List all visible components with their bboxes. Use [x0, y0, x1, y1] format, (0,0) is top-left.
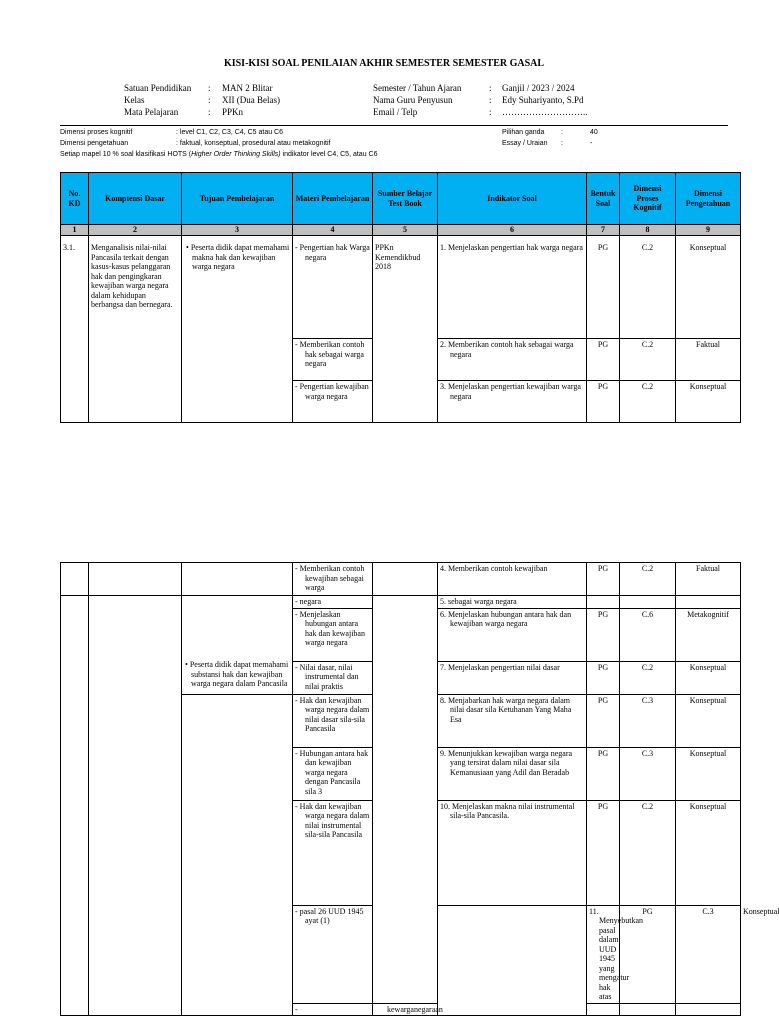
dimensi-proses-value: : level C1, C2, C3, C4, C5 atau C6: [176, 129, 283, 136]
bentuk-soal: [587, 1003, 620, 1016]
indikator-text: 8. Menjabarkan hak warga negara dalam nilai dasar sila Ketuhanan Yang Maha Esa: [440, 695, 572, 724]
column-number: 3: [182, 225, 293, 236]
tujuan-pembelajaran: [182, 694, 293, 1016]
materi-cell: - Hubungan antara hak dan kewajiban warga negara dengan Pancasila sila 3: [293, 747, 373, 800]
indikator-cell: [587, 905, 643, 1003]
info-row: Satuan Pendidikan : MAN 2 Blitar: [124, 83, 273, 93]
info-value: XII (Dua Belas): [222, 95, 280, 105]
pg-label: Pilihan ganda: [502, 129, 545, 136]
info-value: MAN 2 Blitar: [222, 83, 273, 93]
kompetensi-dasar: Menganalisis nilai-nilai Pancasila terkait dengan kasus-kasus pelanggaran hak dan pengingkaran kewajiban warga negara dalam kehidupan berbangsa dan bernegara.: [89, 236, 182, 423]
materi-text: negara: [299, 597, 321, 606]
info-label: Nama Guru Penyusun: [373, 95, 453, 105]
column-number: 9: [676, 225, 741, 236]
bentuk-soal: PG: [587, 339, 620, 381]
indikator-cell: [438, 236, 587, 339]
col-header: Sumber Belajar Test Book: [373, 173, 438, 225]
kd-number: 3.1.: [61, 236, 89, 423]
dimensi-proses-label: Dimensi proses kognitif: [60, 129, 133, 136]
info-row: Email / Telp : ………………………..: [373, 107, 588, 117]
header-divider: [60, 125, 728, 126]
dimensi-pengetahuan-label: Dimensi pengetahuan: [60, 140, 129, 147]
indikator-text: 1. Menjelaskan pengertian hak warga negara: [440, 243, 583, 252]
column-number: 4: [293, 225, 373, 236]
indikator-cell: [438, 608, 587, 661]
header-row: [61, 173, 741, 225]
column-number: 1: [61, 225, 89, 236]
column-number: 7: [587, 225, 620, 236]
dimensi-pengetahuan: [676, 596, 741, 609]
column-number: 5: [373, 225, 438, 236]
col-header: Tujuan Pembelajaran: [182, 173, 293, 225]
indikator-text: 4. Memberikan contoh kewajiban: [440, 564, 548, 573]
materi-cell: - Menjelaskan hubungan antara hak dan kewajiban warga negara: [293, 608, 373, 661]
colon: :: [561, 140, 563, 147]
materi-cell: - Hak dan kewajiban warga negara dalam nilai dasar sila-sila Pancasila: [293, 694, 373, 747]
indikator-cell: [438, 563, 587, 596]
materi-cell: - Memberikan contoh hak sebagai warga negara: [293, 339, 373, 381]
materi-cell: - negara: [293, 596, 373, 609]
dimensi-pengetahuan: Metakognitif: [676, 608, 741, 661]
info-value: Ganjil / 2023 / 2024: [502, 83, 575, 93]
dimensi-proses: C.2: [620, 800, 676, 905]
hots-emphasis: Higher Order Thinking Skills): [191, 151, 281, 158]
colon: :: [561, 129, 563, 136]
column-number-row: [61, 225, 741, 236]
indikator-cell: [438, 747, 587, 800]
info-row: Kelas : XII (Dua Belas): [124, 95, 280, 105]
materi-cell: - Memberikan contoh kewajiban sebagai warga: [293, 563, 373, 596]
kisi-table-1: [60, 172, 741, 423]
indikator-cell: [438, 661, 587, 694]
bentuk-soal: PG: [587, 661, 620, 694]
info-label: Mata Pelajaran: [124, 107, 179, 117]
kompetensi-dasar: [89, 563, 182, 596]
dimensi-pengetahuan: Konseptual: [676, 381, 741, 423]
pg-value: 40: [590, 129, 598, 136]
col-header: No. KD: [61, 173, 89, 225]
materi-text: Nilai dasar, nilai instrumental dan nilai praktis: [299, 662, 359, 691]
kompetensi-dasar: [89, 596, 182, 1016]
sumber-belajar: PPKn Kemendikbud 2018: [373, 236, 438, 423]
materi-cell: - Nilai dasar, nilai instrumental dan nilai praktis: [293, 661, 373, 694]
indikator-text: 10. Menjelaskan makna nilai instrumental sila-sila Pancasila.: [440, 801, 575, 820]
indikator-text: 3. Menjelaskan pengertian kewajiban warga negara: [440, 382, 581, 401]
indikator-text: 9. Menunjukkan kewajiban warga negara yang tersirat dalam nilai dasar sila Kemanusiaan yang Adil dan Beradab: [440, 748, 573, 777]
kd-number: [61, 563, 89, 596]
materi-text: Memberikan contoh kewajiban sebagai warga: [299, 564, 365, 592]
info-label: Semester / Tahun Ajaran: [373, 83, 462, 93]
table-row: [61, 563, 741, 596]
hots-note: [60, 151, 377, 158]
materi-cell: - pasal 26 UUD 1945 ayat (1): [293, 905, 373, 1003]
hots-text: Setiap mapel 10 % soal klasifikasi HOTS (: [60, 151, 192, 158]
kisi-table-2: [60, 562, 779, 1016]
col-header: Dimensi Pengetahuan: [676, 173, 741, 225]
dimensi-pengetahuan: Konseptual: [676, 236, 741, 339]
info-value: PPKn: [222, 107, 244, 117]
indikator-cell: [438, 381, 587, 423]
indikator-text: 2. Memberikan contoh hak sebagai warga negara: [440, 340, 574, 359]
indikator-text: 7. Menjelaskan pengertian nilai dasar: [440, 662, 560, 672]
sumber-belajar: [373, 563, 438, 596]
column-number: 6: [438, 225, 587, 236]
sumber-belajar: [438, 905, 587, 1016]
bentuk-soal: PG: [587, 381, 620, 423]
bentuk-soal: PG: [587, 694, 620, 747]
materi-cell: - Hak dan kewajiban warga negara dalam nilai instrumental sila-sila Pancasila: [293, 800, 373, 905]
materi-text: Menjelaskan hubungan antara hak dan kewajiban warga negara: [299, 609, 365, 647]
indikator-cell: [438, 800, 587, 905]
essay-label: Essay / Uraian: [502, 140, 548, 147]
materi-text: Hak dan kewajiban warga negara dalam nilai instrumental sila-sila Pancasila: [299, 801, 370, 839]
materi-cell: - Pengertian hak Warga negara: [293, 236, 373, 339]
dimensi-pengetahuan: Konseptual: [676, 694, 741, 747]
bentuk-soal: PG: [620, 905, 676, 1003]
indikator-text: 11. Menyebutkan pasal dalam UUD 1945 yang mengatur hak atas: [589, 906, 643, 1001]
bentuk-soal: PG: [587, 747, 620, 800]
bentuk-soal: PG: [587, 608, 620, 661]
info-row: Mata Pelajaran : PPKn: [124, 107, 244, 117]
tujuan-text: Peserta didik dapat memahami makna hak dan kewajiban warga negara: [190, 243, 290, 271]
document-title: KISI-KISI SOAL PENILAIAN AKHIR SEMESTER SEMESTER GASAL: [223, 58, 545, 69]
dimensi-pengetahuan: Konseptual: [676, 661, 741, 694]
info-row: Semester / Tahun Ajaran : Ganjil / 2023 / 2024: [373, 83, 575, 93]
table-row: [61, 236, 741, 339]
indikator-text: 5. sebagai warga negara: [440, 597, 517, 606]
info-label: Email / Telp: [373, 107, 418, 117]
info-value: ………………………..: [502, 107, 588, 117]
col-header: Dimensi Proses Kognitif: [620, 173, 676, 225]
dimensi-proses: C.2: [620, 236, 676, 339]
dimensi-proses: C.3: [676, 905, 741, 1003]
bentuk-soal: PG: [587, 236, 620, 339]
col-header: Bentuk Soal: [587, 173, 620, 225]
table-row: - pasal 26 UUD 1945 ayat (1) 11. Menyebutkan pasal dalam UUD 1945 yang mengatur hak atas PG C.3 Konseptual: [61, 905, 741, 1003]
sumber-belajar: [373, 596, 438, 1004]
dimensi-pengetahuan: Konseptual: [676, 800, 741, 905]
tujuan-item: • Peserta didik dapat memahami substansi hak dan kewajiban warga negara dalam Pancasila: [185, 660, 289, 688]
dimensi-proses: [620, 596, 676, 609]
materi-text: Memberikan contoh hak sebagai warga negara: [299, 340, 365, 368]
materi-text: Hubungan antara hak dan kewajiban warga negara dengan Pancasila sila 3: [299, 748, 369, 796]
materi-text: Pengertian hak Warga negara: [299, 243, 370, 262]
indikator-cell: [438, 596, 587, 609]
kd-number: [61, 596, 89, 1016]
tujuan-pembelajaran: [182, 236, 293, 423]
materi-text: Hak dan kewajiban warga negara dalam nilai dasar sila-sila Pancasila: [299, 695, 370, 733]
dimensi-proses: C.6: [620, 608, 676, 661]
dimensi-proses: C.3: [620, 747, 676, 800]
dimensi-pengetahuan: Faktual: [676, 339, 741, 381]
col-header: Materi Pembelajaran: [293, 173, 373, 225]
tujuan-item: • Peserta didik dapat memahami makna hak dan kewajiban warga negara: [186, 243, 290, 271]
dimensi-pengetahuan: [676, 1003, 741, 1016]
tujuan-text: Peserta didik dapat memahami substansi hak dan kewajiban warga negara dalam Pancasila: [189, 660, 289, 688]
dimensi-proses: [620, 1003, 676, 1016]
materi-text: pasal 26 UUD 1945 ayat (1): [299, 906, 364, 925]
materi-text: Pengertian kewajiban warga negara: [299, 382, 369, 401]
hots-text: indikator level C4, C5, atau C6: [280, 151, 378, 158]
info-label: Satuan Pendidikan: [124, 83, 192, 93]
dimensi-proses: C.2: [620, 661, 676, 694]
col-header: Indikator Soal: [438, 173, 587, 225]
tujuan-pembelajaran: [182, 563, 293, 596]
dimensi-proses: C.2: [620, 381, 676, 423]
dimensi-pengetahuan: Faktual: [676, 563, 741, 596]
materi-cell: - Pengertian kewajiban warga negara: [293, 381, 373, 423]
info-row: Nama Guru Penyusun : Edy Suhariyanto, S.Pd: [373, 95, 584, 105]
indikator-cell: [438, 694, 587, 747]
indikator-cell: kewarganegaraan: [373, 1003, 438, 1016]
column-number: 8: [620, 225, 676, 236]
indikator-cell: [438, 339, 587, 381]
dimensi-proses: C.3: [620, 694, 676, 747]
info-value: Edy Suhariyanto, S.Pd: [502, 95, 584, 105]
bentuk-soal: [587, 596, 620, 609]
table-row: [61, 596, 741, 609]
dimensi-pengetahuan: Konseptual: [676, 747, 741, 800]
dimensi-proses: C.2: [620, 563, 676, 596]
info-right: [373, 82, 588, 118]
info-label: Kelas: [124, 95, 145, 105]
materi-cell: -: [293, 1003, 373, 1016]
col-header: Komptensi Dasar: [89, 173, 182, 225]
bentuk-soal: PG: [587, 800, 620, 905]
bentuk-soal: PG: [587, 563, 620, 596]
essay-value: -: [590, 140, 593, 147]
tujuan-pembelajaran-2: [183, 660, 289, 689]
dimensi-pengetahuan-value: : faktual, konseptual, prosedural atau metakognitif: [176, 140, 331, 147]
dimensi-proses: C.2: [620, 339, 676, 381]
info-left: [124, 82, 280, 118]
indikator-text: 6. Menjelaskan hubungan antara hak dan kewajiban warga negara: [440, 609, 572, 628]
column-number: 2: [89, 225, 182, 236]
